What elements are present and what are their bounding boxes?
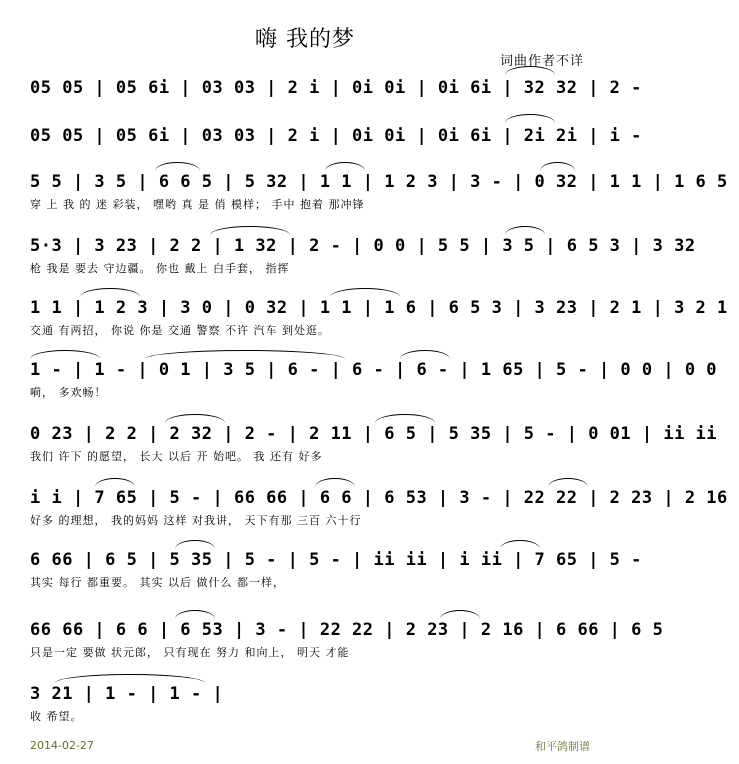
lyric-line-5: 交通 有两招， 你说 你是 交通 警察 不许 汽车 到处逛。 [30,324,330,337]
slur-mark [440,610,480,619]
slur-mark [30,350,100,359]
slur-mark [315,478,355,487]
lyric-line-10: 只是一定 要做 状元郎， 只有现在 努力 和向上， 明天 才能 [30,646,350,659]
note-line-9: 6 66 | 6 5 | 5 35 | 5 - | 5 - | ii ii | i ii | 7 65 | 5 - [30,550,653,570]
lyric-line-7: 我们 许下 的愿望， 长大 以后 开 始吧。 我 还有 好多 [30,450,323,463]
note-line-7: 0 23 | 2 2 | 2 32 | 2 - | 2 11 | 6 5 | 5 35 | 5 - | 0 01 | ii ii [30,424,728,444]
slur-mark [175,610,215,619]
lyric-line-2 [30,150,590,166]
slur-mark [330,288,400,297]
slur-mark [145,350,345,359]
slur-mark [505,226,545,235]
slur-mark [95,478,135,487]
slur-mark [210,226,290,235]
lyric-line-11: 收 希望。 [30,710,83,723]
lyric-line-8: 好多 的理想， 我的妈妈 这样 对我讲， 天下有那 三百 六十行 [30,514,362,527]
note-line-6: 1 - | 1 - | 0 1 | 3 5 | 6 - | 6 - | 6 - | 1 65 | 5 - | 0 0 | 0 0 [30,360,728,380]
note-line-3: 5 5 | 3 5 | 6 6 5 | 5 32 | 1 1 | 1 2 3 | 3 - | 0 32 | 1 1 | 1 6 5 [30,172,739,192]
slur-mark [80,288,140,297]
footer-maker: 和平鸽制谱 [535,740,590,753]
slur-mark [548,478,588,487]
footer-date: 2014-02-27 [30,739,94,752]
slur-mark [165,414,225,423]
lyric-line-9: 其实 每行 都重要。 其实 以后 做什么 都一样， [30,576,285,589]
note-line-2: 05 05 | 05 6i | 03 03 | 2 i | 0i 0i | 0i 6i | 2i 2i | i - [30,126,653,146]
page-title: 嗨 我的梦 [255,27,355,52]
note-line-8: i i | 7 65 | 5 - | 66 66 | 6 6 | 6 53 | 3 - | 22 22 | 2 23 | 2 16 [30,488,739,508]
note-line-10: 66 66 | 6 6 | 6 53 | 3 - | 22 22 | 2 23 | 2 16 | 6 66 | 6 5 [30,620,675,640]
lyric-line-4: 枪 我是 要去 守边疆。 你也 戴上 白手套， 指挥 [30,262,290,275]
credit-text: 词曲作者不详 [499,54,584,69]
slur-mark [400,350,450,359]
slur-mark [505,66,555,75]
lyric-line-1 [30,102,590,118]
note-line-11: 3 21 | 1 - | 1 - | [30,684,224,704]
slur-mark [500,540,540,549]
note-line-1: 05 05 | 05 6i | 03 03 | 2 i | 0i 0i | 0i 6i | 32 32 | 2 - [30,78,653,98]
lyric-line-3: 穿 上 我 的 迷 彩装， 嘿哟 真 是 俏 模样； 手中 抱着 那冲锋 [30,198,365,211]
slur-mark [175,540,215,549]
slur-mark [375,414,435,423]
slur-mark [55,674,205,683]
note-line-5: 1 1 | 1 2 3 | 3 0 | 0 32 | 1 1 | 1 6 | 6 5 3 | 3 23 | 2 1 | 3 2 1 [30,298,739,318]
note-line-4: 5·3 | 3 23 | 2 2 | 1 32 | 2 - | 0 0 | 5 5 | 3 5 | 6 5 3 | 3 32 [30,236,696,256]
lyric-line-6: 嗬， 多欢畅！ [30,386,107,399]
